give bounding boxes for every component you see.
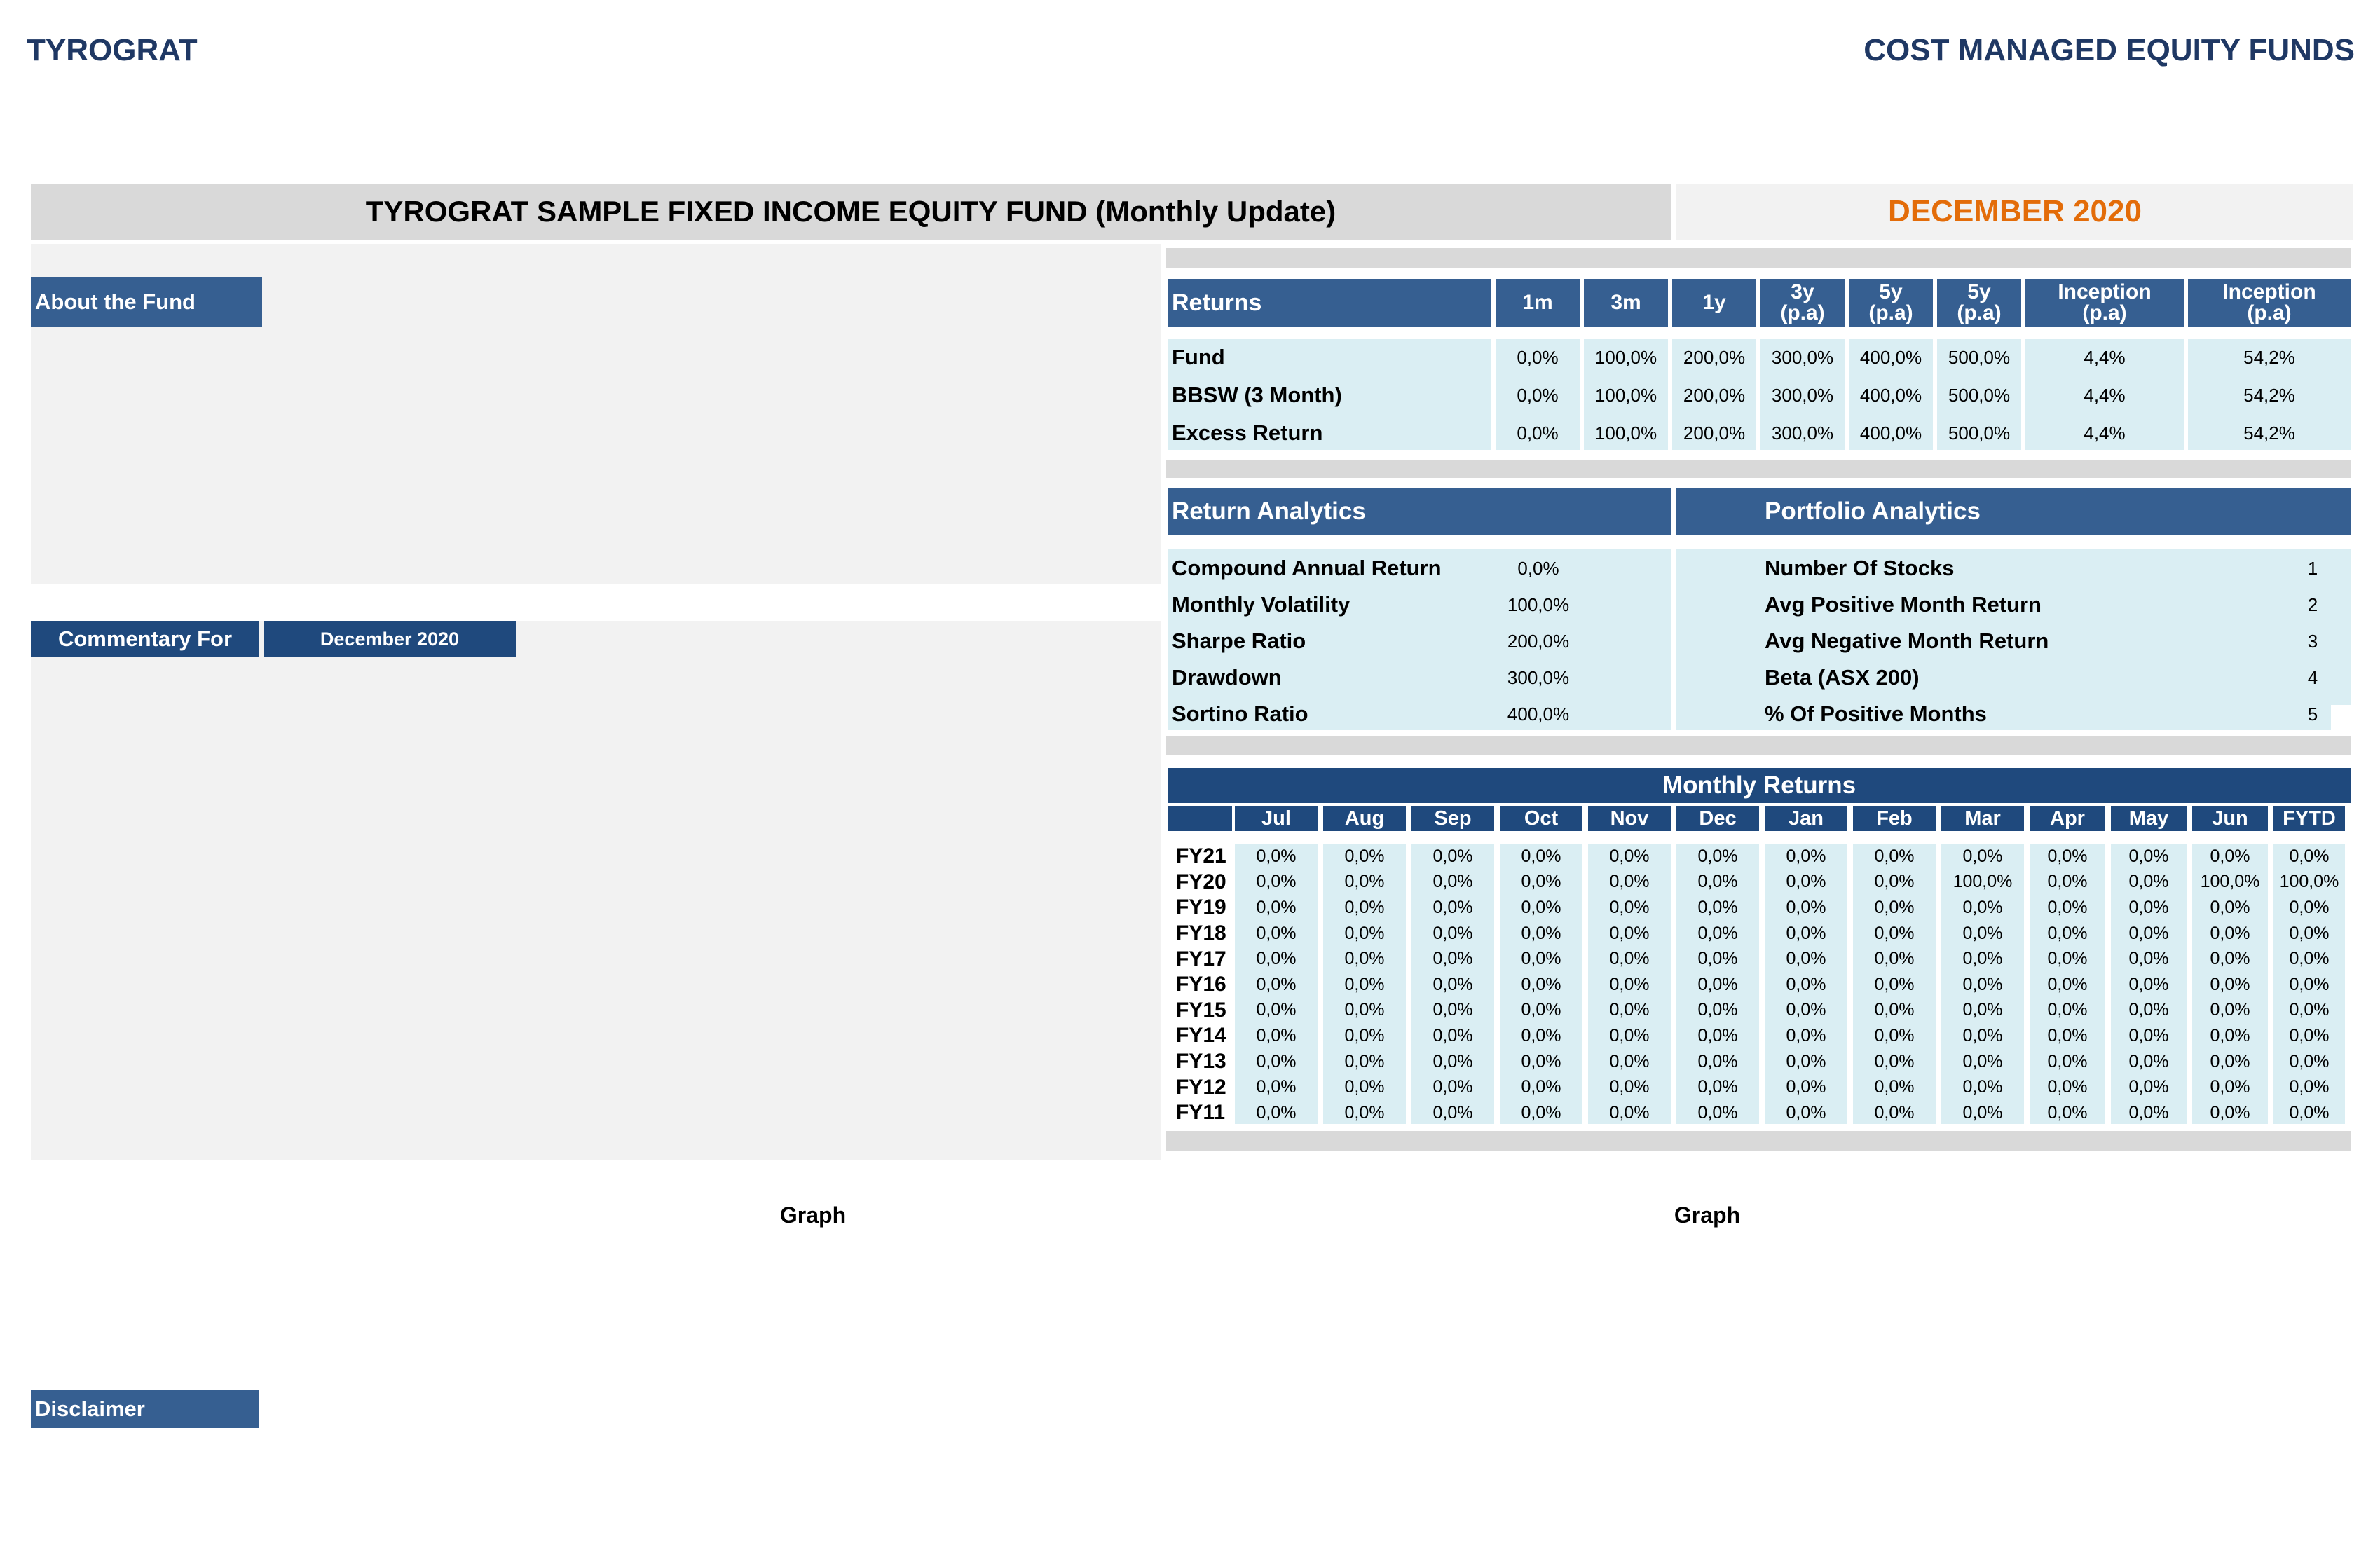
monthly-cell: 0,0% (2289, 897, 2330, 917)
monthly-cell: 0,0% (1344, 1025, 1385, 1045)
monthly-cell: 0,0% (1256, 1102, 1297, 1123)
monthly-cell: 0,0% (2128, 923, 2169, 943)
monthly-cell: 0,0% (2210, 846, 2250, 866)
monthly-cell: 0,0% (1786, 1000, 1826, 1020)
monthly-cell: 0,0% (2047, 897, 2088, 917)
monthly-header-apr: Apr (2030, 806, 2105, 831)
returns-header-3y: 3y (p.a) (1760, 279, 1845, 327)
monthly-cell: 0,0% (1697, 1102, 1738, 1123)
monthly-cell: 0,0% (2047, 949, 2088, 969)
monthly-cell: 0,0% (1962, 1051, 2003, 1071)
monthly-cell: 0,0% (1432, 1025, 1473, 1045)
monthly-header-may: May (2111, 806, 2187, 831)
monthly-cell: 0,0% (1962, 1077, 2003, 1097)
separator-band (1166, 460, 2351, 478)
monthly-header-sep: Sep (1411, 806, 1494, 831)
monthly-cell: 0,0% (2210, 1077, 2250, 1097)
return-analytics-value: 0,0% (1517, 557, 1559, 579)
monthly-cell: 0,0% (2047, 974, 2088, 994)
monthly-cell: 0,0% (2128, 846, 2169, 866)
monthly-cell: 0,0% (1521, 1051, 1561, 1071)
monthly-cell: 0,0% (2210, 1000, 2250, 1020)
returns-cell: 200,0% (1683, 422, 1746, 444)
monthly-cell: 0,0% (2047, 1000, 2088, 1020)
monthly-cell: 0,0% (1609, 923, 1650, 943)
monthly-cell: 0,0% (1521, 923, 1561, 943)
monthly-cell: 0,0% (1962, 846, 2003, 866)
monthly-cell: 0,0% (2210, 949, 2250, 969)
monthly-cell: 0,0% (1521, 974, 1561, 994)
return-analytics-value: 100,0% (1507, 594, 1570, 615)
monthly-cell: 0,0% (1786, 1077, 1826, 1097)
monthly-cell: 0,0% (2289, 1051, 2330, 1071)
monthly-cell: 0,0% (1962, 897, 2003, 917)
monthly-cell: 0,0% (1432, 1077, 1473, 1097)
returns-cell: 4,4% (2084, 346, 2126, 368)
monthly-cell: 0,0% (1609, 949, 1650, 969)
returns-row-label: Fund (1172, 345, 1225, 369)
return-analytics-title: Return Analytics (1168, 488, 1671, 535)
monthly-cell: 0,0% (1609, 1077, 1650, 1097)
monthly-cell: 0,0% (1962, 1102, 2003, 1123)
monthly-cell: 0,0% (1344, 897, 1385, 917)
returns-header-3m: 3m (1584, 279, 1668, 327)
commentary-panel (31, 621, 1161, 1160)
monthly-cell: 0,0% (1256, 872, 1297, 892)
return-analytics-label: Sortino Ratio (1172, 701, 1308, 726)
returns-row-label: BBSW (3 Month) (1172, 383, 1342, 407)
monthly-cell: 0,0% (1256, 974, 1297, 994)
monthly-cell: 0,0% (1432, 1000, 1473, 1020)
monthly-cell: 0,0% (1697, 897, 1738, 917)
monthly-cell: 0,0% (1786, 923, 1826, 943)
monthly-cell: 0,0% (1786, 1025, 1826, 1045)
monthly-cell: 0,0% (1344, 949, 1385, 969)
monthly-header-aug: Aug (1323, 806, 1406, 831)
monthly-cell: 0,0% (2128, 1025, 2169, 1045)
monthly-row-fy: FY14 (1176, 1024, 1226, 1048)
monthly-cell: 0,0% (1874, 1025, 1915, 1045)
monthly-cell: 0,0% (1962, 974, 2003, 994)
monthly-cell: 0,0% (2047, 1051, 2088, 1071)
returns-cell: 100,0% (1594, 384, 1657, 406)
monthly-cell: 0,0% (2289, 1000, 2330, 1020)
monthly-row-fy: FY21 (1176, 844, 1226, 868)
returns-cell: 400,0% (1859, 384, 1922, 406)
monthly-cell: 0,0% (1344, 1000, 1385, 1020)
monthly-cell: 0,0% (1697, 949, 1738, 969)
monthly-cell: 0,0% (2289, 1102, 2330, 1123)
monthly-cell: 0,0% (2289, 974, 2330, 994)
monthly-cell: 0,0% (1697, 872, 1738, 892)
returns-cell: 100,0% (1594, 346, 1657, 368)
monthly-cell: 0,0% (1344, 846, 1385, 866)
monthly-cell: 0,0% (1432, 1102, 1473, 1123)
monthly-returns-corner (1168, 806, 1232, 831)
monthly-cell: 0,0% (1697, 974, 1738, 994)
portfolio-analytics-label: Avg Positive Month Return (1765, 592, 2042, 617)
monthly-header-oct: Oct (1500, 806, 1582, 831)
monthly-cell: 0,0% (2289, 923, 2330, 943)
returns-cell: 0,0% (1517, 384, 1559, 406)
monthly-cell: 100,0% (2200, 872, 2260, 892)
returns-cell: 200,0% (1683, 346, 1746, 368)
returns-row-label: Excess Return (1172, 420, 1323, 445)
portfolio-analytics-value: 2 (2307, 594, 2318, 615)
monthly-cell: 0,0% (1521, 1025, 1561, 1045)
monthly-cell: 0,0% (1521, 846, 1561, 866)
monthly-cell: 0,0% (1256, 1025, 1297, 1045)
header-tagline: COST MANAGED EQUITY FUNDS (1863, 33, 2355, 67)
monthly-cell: 0,0% (2047, 846, 2088, 866)
returns-cell: 400,0% (1859, 346, 1922, 368)
monthly-cell: 0,0% (1521, 1000, 1561, 1020)
returns-cell: 54,2% (2243, 384, 2295, 406)
return-analytics-value: 300,0% (1507, 666, 1570, 688)
monthly-cell: 0,0% (1874, 897, 1915, 917)
monthly-cell: 0,0% (1874, 1051, 1915, 1071)
monthly-cell: 0,0% (1432, 1051, 1473, 1071)
monthly-header-jul: Jul (1235, 806, 1318, 831)
monthly-header-jan: Jan (1765, 806, 1847, 831)
monthly-cell: 0,0% (1256, 897, 1297, 917)
monthly-cell: 0,0% (2128, 1000, 2169, 1020)
returns-cell: 500,0% (1948, 422, 2011, 444)
disclaimer-label: Disclaimer (31, 1390, 259, 1428)
monthly-cell: 0,0% (2128, 1077, 2169, 1097)
monthly-cell: 0,0% (1609, 1000, 1650, 1020)
returns-cell: 400,0% (1859, 422, 1922, 444)
monthly-cell: 0,0% (1344, 1077, 1385, 1097)
graph-right-label: Graph (1674, 1202, 1741, 1228)
returns-cell: 54,2% (2243, 422, 2295, 444)
monthly-row-fy: FY18 (1176, 921, 1226, 945)
monthly-header-dec: Dec (1676, 806, 1759, 831)
monthly-cell: 0,0% (1874, 1000, 1915, 1020)
monthly-cell: 0,0% (1344, 872, 1385, 892)
monthly-cell: 0,0% (1609, 897, 1650, 917)
monthly-cell: 0,0% (1256, 1077, 1297, 1097)
monthly-row-fy: FY17 (1176, 947, 1226, 971)
return-analytics-label: Compound Annual Return (1172, 556, 1442, 580)
monthly-cell: 0,0% (2128, 1102, 2169, 1123)
monthly-cell: 0,0% (2047, 1077, 2088, 1097)
separator-band (1166, 1131, 2351, 1151)
monthly-cell: 0,0% (1609, 974, 1650, 994)
monthly-cell: 0,0% (2210, 1051, 2250, 1071)
return-analytics-label: Drawdown (1172, 665, 1282, 690)
monthly-cell: 0,0% (1697, 846, 1738, 866)
portfolio-analytics-value: 1 (2307, 557, 2318, 579)
separator-band (1166, 248, 2351, 268)
monthly-cell: 0,0% (1697, 1051, 1738, 1071)
returns-header-5y: 5y (p.a) (1849, 279, 1933, 327)
monthly-cell: 0,0% (1521, 949, 1561, 969)
monthly-cell: 0,0% (1609, 846, 1650, 866)
monthly-cell: 0,0% (2047, 1102, 2088, 1123)
monthly-cell: 0,0% (2128, 974, 2169, 994)
monthly-cell: 0,0% (1344, 1102, 1385, 1123)
monthly-cell: 0,0% (1432, 897, 1473, 917)
monthly-cell: 0,0% (1609, 1102, 1650, 1123)
monthly-cell: 0,0% (2210, 974, 2250, 994)
monthly-cell: 0,0% (1962, 1000, 2003, 1020)
monthly-cell: 0,0% (2128, 872, 2169, 892)
monthly-cell: 0,0% (1697, 1025, 1738, 1045)
monthly-cell: 0,0% (1256, 949, 1297, 969)
portfolio-analytics-label: % Of Positive Months (1765, 701, 1987, 726)
returns-cell: 300,0% (1771, 422, 1834, 444)
monthly-cell: 0,0% (1786, 1051, 1826, 1071)
monthly-cell: 0,0% (1256, 1051, 1297, 1071)
monthly-cell: 0,0% (1432, 949, 1473, 969)
report-period: DECEMBER 2020 (1888, 194, 2142, 228)
portfolio-analytics-value: 3 (2307, 630, 2318, 652)
monthly-cell: 0,0% (1874, 872, 1915, 892)
returns-header-inception: Inception (p.a) (2025, 279, 2184, 327)
monthly-header-fytd: FYTD (2273, 806, 2345, 831)
monthly-cell: 0,0% (1786, 897, 1826, 917)
monthly-cell: 0,0% (2210, 1025, 2250, 1045)
monthly-cell: 0,0% (1962, 1025, 2003, 1045)
monthly-cell: 0,0% (1697, 1000, 1738, 1020)
monthly-cell: 0,0% (1344, 1051, 1385, 1071)
graph-left-label: Graph (779, 1202, 847, 1228)
monthly-cell: 0,0% (1521, 897, 1561, 917)
portfolio-analytics-label: Beta (ASX 200) (1765, 665, 1920, 690)
monthly-row-fy: FY20 (1176, 870, 1226, 893)
commentary-period: December 2020 (264, 621, 516, 657)
monthly-cell: 0,0% (1874, 1077, 1915, 1097)
monthly-cell: 0,0% (1874, 949, 1915, 969)
monthly-cell: 0,0% (1874, 1102, 1915, 1123)
monthly-header-feb: Feb (1853, 806, 1936, 831)
monthly-cell: 0,0% (1256, 1000, 1297, 1020)
monthly-cell: 0,0% (1786, 872, 1826, 892)
about-fund-label: About the Fund (31, 277, 262, 327)
fund-title: TYROGRAT SAMPLE FIXED INCOME EQUITY FUND (Monthly Update) (365, 195, 1336, 228)
returns-cell: 500,0% (1948, 384, 2011, 406)
return-analytics-value: 400,0% (1507, 703, 1570, 725)
monthly-header-nov: Nov (1588, 806, 1671, 831)
portfolio-analytics-label: Avg Negative Month Return (1765, 629, 2049, 653)
returns-cell: 0,0% (1517, 422, 1559, 444)
return-analytics-value: 200,0% (1507, 630, 1570, 652)
monthly-row-fy: FY15 (1176, 998, 1226, 1022)
portfolio-analytics-body-tail (2331, 549, 2351, 705)
monthly-cell: 0,0% (1256, 923, 1297, 943)
portfolio-analytics-label: Number Of Stocks (1765, 556, 1955, 580)
monthly-cell: 0,0% (2047, 923, 2088, 943)
monthly-cell: 0,0% (2047, 872, 2088, 892)
returns-cell: 300,0% (1771, 346, 1834, 368)
monthly-cell: 0,0% (2128, 897, 2169, 917)
returns-header-5y-b: 5y (p.a) (1937, 279, 2021, 327)
monthly-row-fy: FY19 (1176, 896, 1226, 919)
returns-cell: 4,4% (2084, 384, 2126, 406)
returns-cell: 100,0% (1594, 422, 1657, 444)
monthly-cell: 0,0% (1874, 846, 1915, 866)
portfolio-analytics-value: 4 (2307, 666, 2318, 688)
monthly-cell: 100,0% (2279, 872, 2339, 892)
monthly-cell: 0,0% (1786, 974, 1826, 994)
monthly-cell: 0,0% (2210, 897, 2250, 917)
period-bar (1676, 184, 2353, 240)
monthly-cell: 0,0% (1874, 923, 1915, 943)
monthly-cell: 0,0% (1432, 923, 1473, 943)
returns-title: Returns (1168, 279, 1491, 327)
monthly-cell: 0,0% (1432, 846, 1473, 866)
monthly-cell: 0,0% (1609, 872, 1650, 892)
monthly-cell: 0,0% (1609, 1025, 1650, 1045)
monthly-cell: 0,0% (2289, 846, 2330, 866)
monthly-cell: 0,0% (1697, 923, 1738, 943)
monthly-cell: 0,0% (1432, 872, 1473, 892)
returns-header-inception-b: Inception (p.a) (2188, 279, 2351, 327)
separator-band (1166, 736, 2351, 755)
monthly-cell: 0,0% (2289, 949, 2330, 969)
monthly-cell: 100,0% (1952, 872, 2013, 892)
monthly-cell: 0,0% (2128, 1051, 2169, 1071)
returns-cell: 0,0% (1517, 346, 1559, 368)
monthly-row-fy: FY13 (1176, 1050, 1226, 1074)
returns-cell: 54,2% (2243, 346, 2295, 368)
monthly-cell: 0,0% (1521, 1077, 1561, 1097)
monthly-cell: 0,0% (1786, 846, 1826, 866)
monthly-cell: 0,0% (1344, 974, 1385, 994)
monthly-cell: 0,0% (2210, 923, 2250, 943)
monthly-cell: 0,0% (1962, 949, 2003, 969)
returns-header-1y: 1y (1672, 279, 1756, 327)
monthly-cell: 0,0% (2289, 1077, 2330, 1097)
monthly-header-mar: Mar (1941, 806, 2024, 831)
monthly-cell: 0,0% (1697, 1077, 1738, 1097)
brand-name: TYROGRAT (27, 33, 198, 67)
monthly-cell: 0,0% (2047, 1025, 2088, 1045)
monthly-cell: 0,0% (1786, 949, 1826, 969)
monthly-cell: 0,0% (2289, 1025, 2330, 1045)
returns-cell: 200,0% (1683, 384, 1746, 406)
return-analytics-label: Monthly Volatility (1172, 592, 1350, 617)
monthly-cell: 0,0% (1962, 923, 2003, 943)
returns-header-1m: 1m (1496, 279, 1580, 327)
monthly-cell: 0,0% (1256, 846, 1297, 866)
portfolio-analytics-value: 5 (2307, 703, 2318, 725)
monthly-row-fy: FY11 (1176, 1101, 1226, 1125)
monthly-cell: 0,0% (1874, 974, 1915, 994)
monthly-cell: 0,0% (1786, 1102, 1826, 1123)
monthly-cell: 0,0% (1521, 1102, 1561, 1123)
monthly-cell: 0,0% (1521, 872, 1561, 892)
monthly-cell: 0,0% (1344, 923, 1385, 943)
returns-cell: 4,4% (2084, 422, 2126, 444)
returns-cell: 300,0% (1771, 384, 1834, 406)
monthly-row-fy: FY16 (1176, 973, 1226, 996)
returns-cell: 500,0% (1948, 346, 2011, 368)
monthly-row-fy: FY12 (1176, 1075, 1226, 1099)
monthly-cell: 0,0% (1432, 974, 1473, 994)
monthly-header-jun: Jun (2192, 806, 2268, 831)
commentary-label: Commentary For (31, 621, 259, 657)
portfolio-analytics-title: Portfolio Analytics (1676, 488, 2351, 535)
monthly-cell: 0,0% (1609, 1051, 1650, 1071)
return-analytics-label: Sharpe Ratio (1172, 629, 1306, 653)
monthly-cell: 0,0% (2210, 1102, 2250, 1123)
monthly-cell: 0,0% (2128, 949, 2169, 969)
fund-title-bar (31, 184, 1671, 240)
monthly-returns-title: Monthly Returns (1168, 768, 2351, 803)
